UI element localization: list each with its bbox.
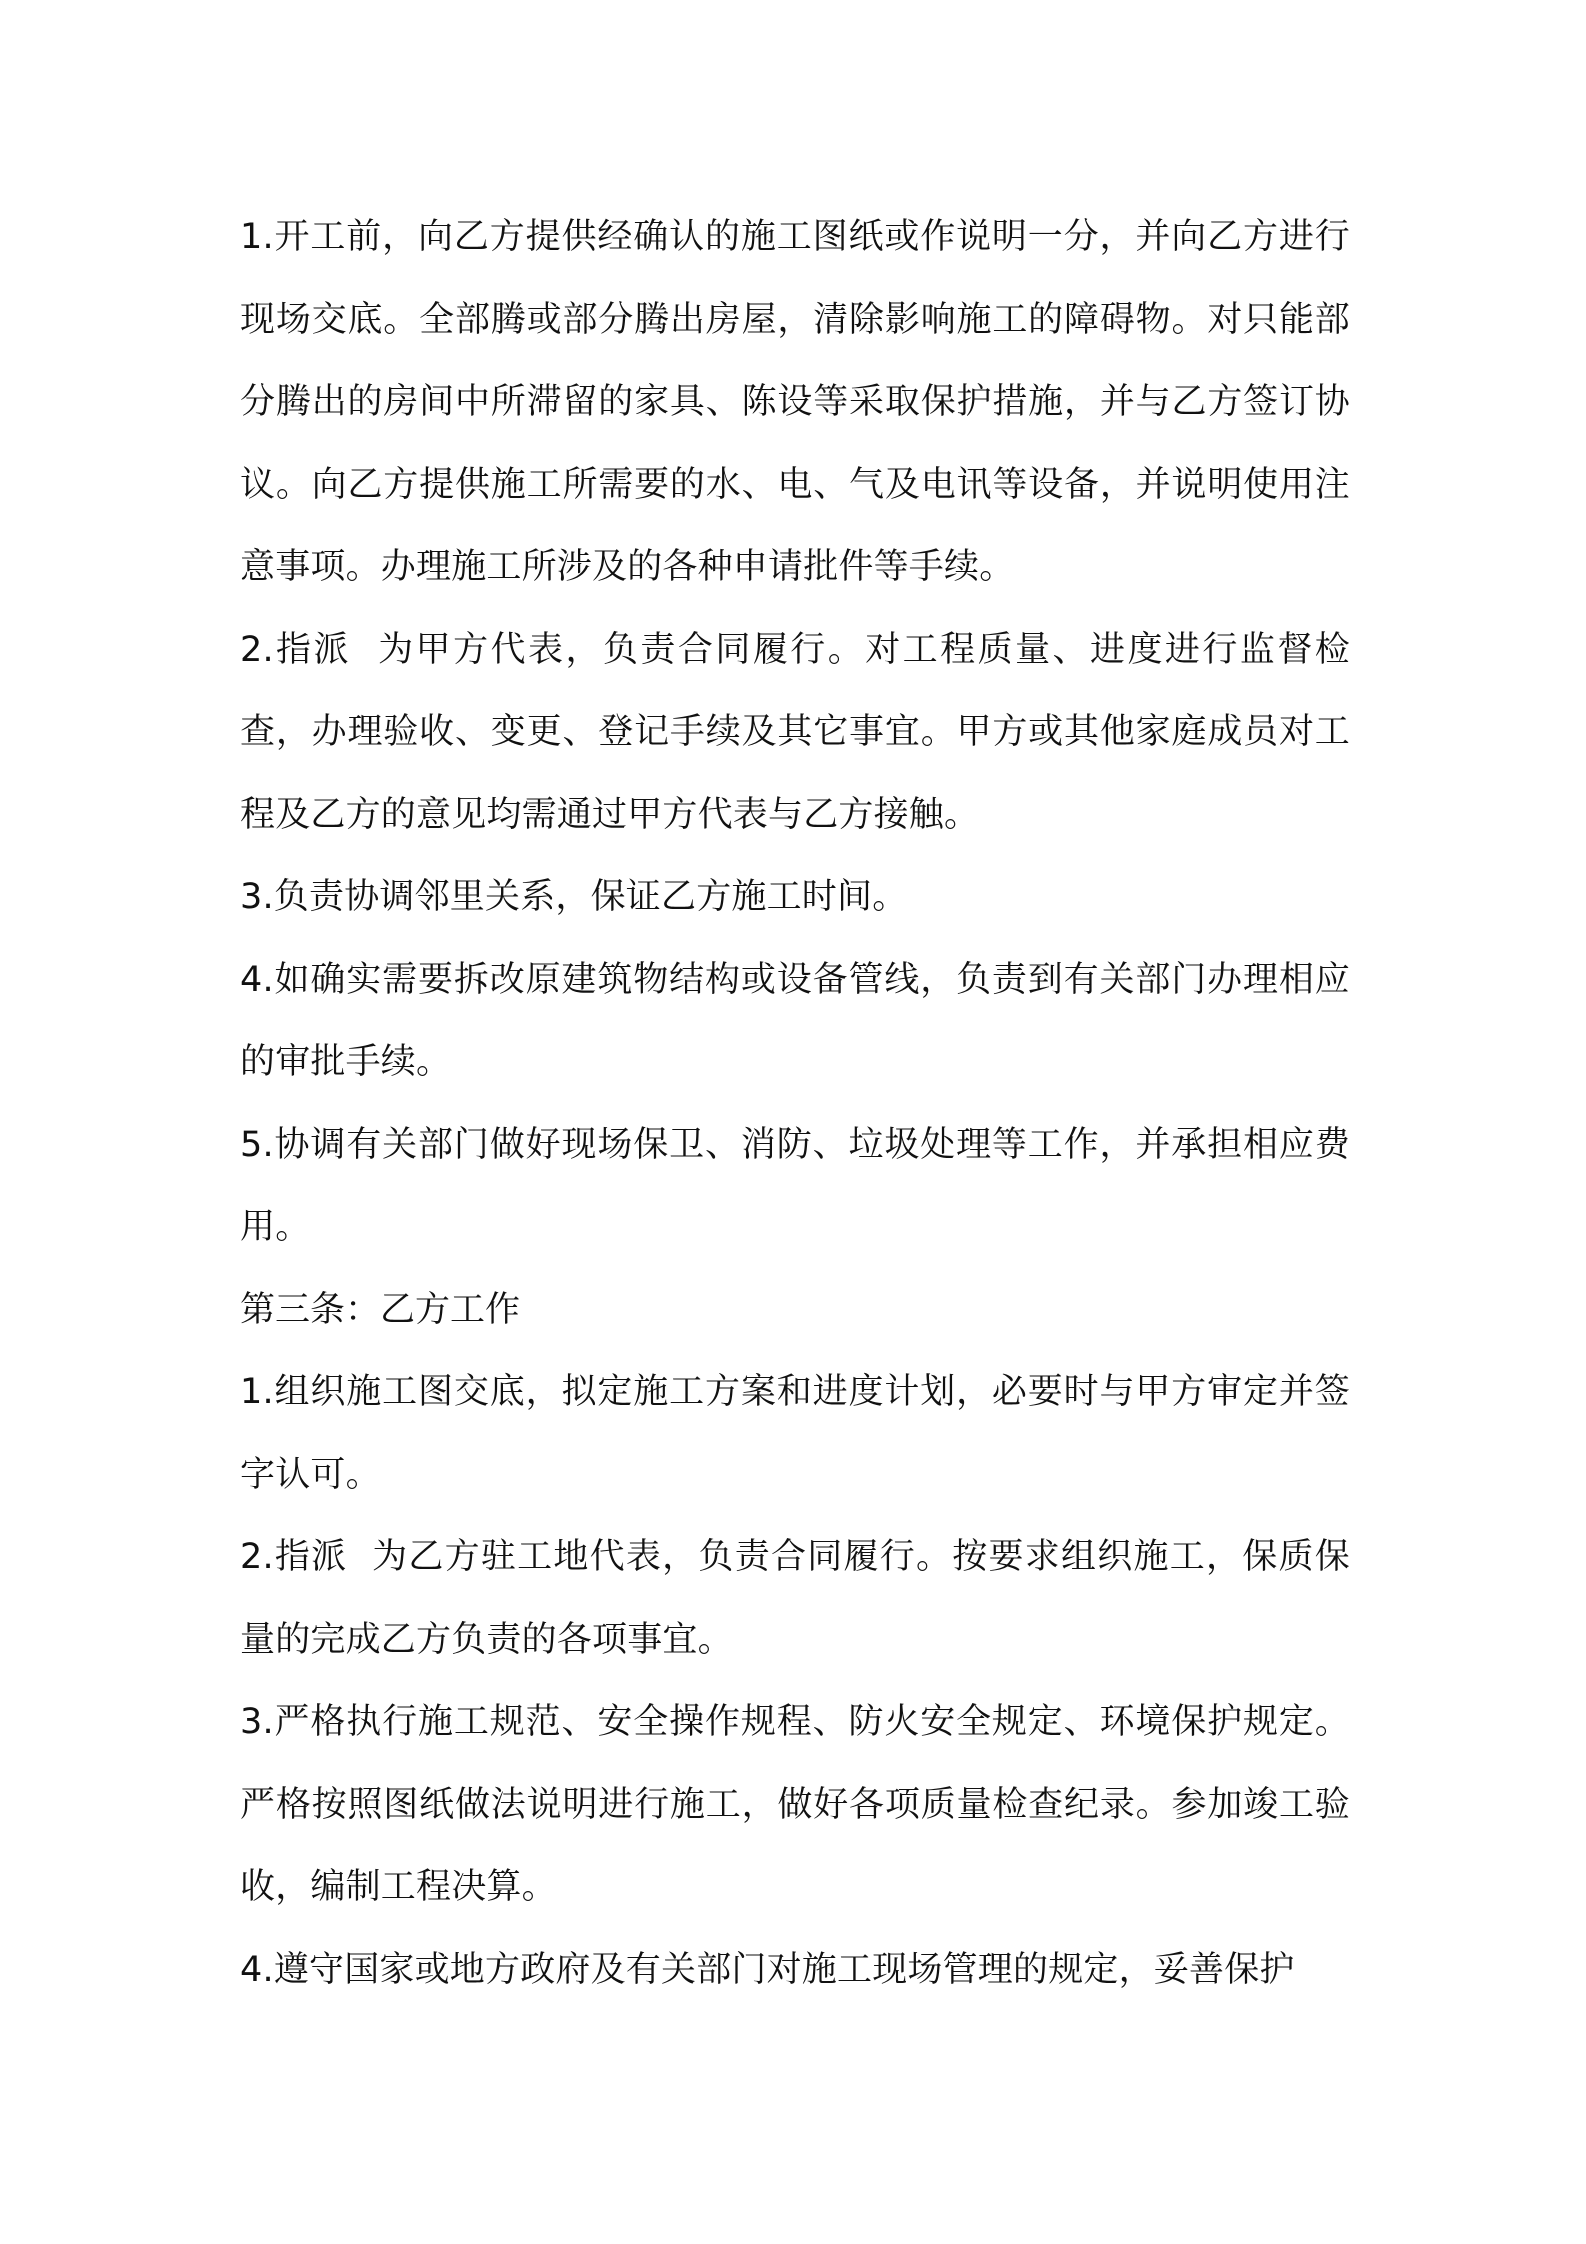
clause-3-paragraph: 3.负责协调邻里关系，保证乙方施工时间。	[240, 877, 908, 917]
clause-2-paragraph: 2.指派 为甲方代表，负责合同履行。对工程质量、进度进行监督检查，办理验收、变更、登记手续及其它事宜。甲方或其他家庭成员对工程及乙方的意见均需通过甲方代表与乙方接触。	[240, 629, 1350, 835]
document-body	[240, 196, 1350, 2011]
party-b-clause-2-paragraph: 2.指派 为乙方驻工地代表，负责合同履行。按要求组织施工，保质保量的完成乙方负责的各项事宜。	[240, 1537, 1350, 1660]
party-b-clause-1-paragraph: 1.组织施工图交底，拟定施工方案和进度计划，必要时与甲方审定并签字认可。	[240, 1372, 1350, 1495]
clause-4-paragraph: 4.如确实需要拆改原建筑物结构或设备管线，负责到有关部门办理相应的审批手续。	[240, 959, 1350, 1082]
party-b-clause-4-paragraph: 4.遵守国家或地方政府及有关部门对施工现场管理的规定，妥善保护	[240, 1949, 1295, 1990]
section-heading: 第三条：乙方工作	[240, 1289, 521, 1330]
clause-1-paragraph: 1.开工前，向乙方提供经确认的施工图纸或作说明一分，并向乙方进行现场交底。全部腾或部分腾出房屋，清除影响施工的障碍物。对只能部分腾出的房间中所滞留的家具、陈设等采取保护措施，并与乙方签订协议。向乙方提供施工所需要的水、电、气及电讯等设备，并说明使用注意事项。办理施工所涉及的各种申请批件等手续。	[240, 217, 1350, 587]
clause-5-paragraph: 5.协调有关部门做好现场保卫、消防、垃圾处理等工作，并承担相应费用。	[240, 1124, 1350, 1247]
party-b-clause-3-paragraph: 3.严格执行施工规范、安全操作规程、防火安全规定、环境保护规定。严格按照图纸做法说明进行施工，做好各项质量检查纪录。参加竣工验收，编制工程决算。	[240, 1702, 1350, 1907]
